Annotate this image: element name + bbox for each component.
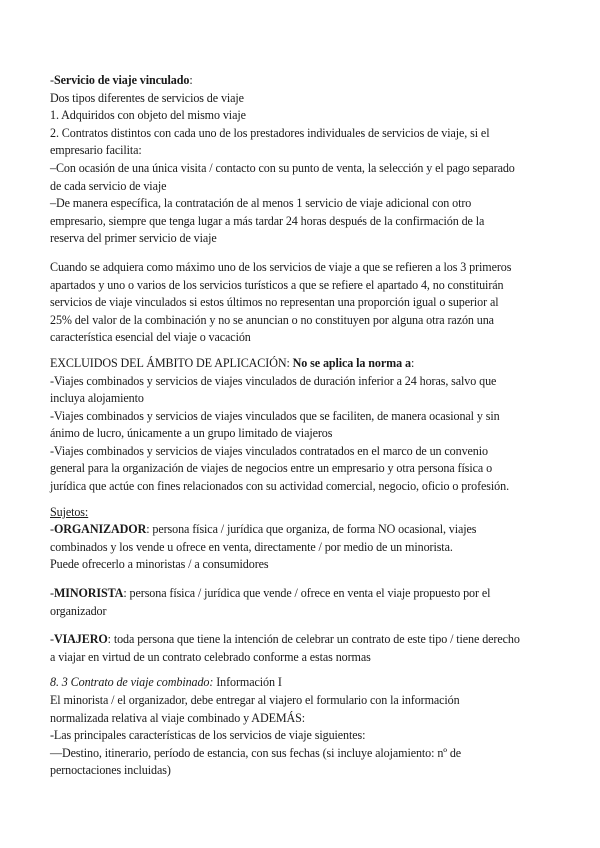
spacer bbox=[50, 347, 556, 355]
text-line: general para la organización de viajes de negocios entre un empresario y otra persona física o bbox=[50, 461, 493, 476]
text-line: 25% del valor de la combinación y no se anuncian o no constituyen por alguna otra razón una bbox=[50, 312, 494, 327]
text-line: pernoctaciones incluidas) bbox=[50, 763, 171, 778]
text-line: -Viajes combinados y servicios de viajes vinculados contratados en el marco de un convenio bbox=[50, 443, 488, 458]
section-contrato bbox=[50, 674, 556, 780]
text-line: –Con ocasión de una única visita / contacto con su punto de venta, la selección y el pago separado bbox=[50, 160, 515, 175]
spacer bbox=[50, 666, 556, 674]
text-line: El minorista / el organizador, debe entregar al viajero el formulario con la información bbox=[50, 693, 460, 707]
text-line: Puede ofrecerlo a minoristas / a consumidores bbox=[50, 557, 269, 572]
text-line: 1. Adquiridos con objeto del mismo viaje bbox=[50, 108, 246, 123]
text-line: apartados y uno o varios de los servicios turísticos a que se refiere el apartado 4, no constituirán bbox=[50, 277, 504, 292]
text-line: empresario, siempre que tenga lugar a más tardar 24 horas después de la confirmación de la bbox=[50, 213, 485, 228]
section-heading: Sujetos: bbox=[50, 504, 89, 519]
text-line: Cuando se adquiera como máximo uno de los servicios de viaje a que se refieren a los 3 primeros bbox=[50, 259, 512, 274]
text-line: —Destino, itinerario, período de estancia, con sus fechas (si incluye alojamiento: nº de bbox=[50, 745, 462, 760]
text-line: combinados y los vende u ofrece en venta, directamente / por medio de un minorista. bbox=[50, 539, 453, 554]
minorista-line: -MINORISTA: persona física / jurídica que vende / ofrece en venta el viaje propuesto por el bbox=[50, 586, 491, 601]
text-line: -Las principales características de los servicios de viaje siguientes: bbox=[50, 728, 366, 743]
title-bold: Servicio de viaje vinculado bbox=[53, 73, 190, 87]
text-line: Dos tipos diferentes de servicios de viaje bbox=[50, 90, 244, 105]
text-line: jurídica que actúe con fines relacionados con su actividad comercial, negocio, oficio o profesión. bbox=[50, 479, 509, 494]
viajero-line: -VIAJERO: toda persona que tiene la intención de celebrar un contrato de este tipo / tiene derecho bbox=[50, 632, 520, 647]
spacer bbox=[50, 248, 556, 259]
text-line: a viajar en virtud de un contrato celebrado conforme a estas normas bbox=[50, 649, 371, 664]
spacer bbox=[50, 620, 556, 631]
text-line: servicios de viaje vinculados si estos últimos no representan una proporción igual o superior al bbox=[50, 295, 499, 310]
section-heading: 8. 3 Contrato de viaje combinado: Información I bbox=[50, 675, 282, 690]
text-line: 2. Contratos distintos con cada uno de los prestadores individuales de servicios de viaje, si el bbox=[50, 125, 490, 140]
text-line: –De manera específica, la contratación de al menos 1 servicio de viaje adicional con otro bbox=[50, 196, 472, 211]
section-excluidos bbox=[50, 355, 556, 496]
text-line: ánimo de lucro, únicamente a un grupo limitado de viajeros bbox=[50, 426, 333, 441]
text-line: incluya alojamiento bbox=[50, 391, 144, 406]
spacer bbox=[50, 496, 556, 504]
section-viaje-vinculado bbox=[50, 72, 556, 248]
text-line: normalizada relativa al viaje combinado y ADEMÁS: bbox=[50, 710, 306, 725]
paragraph-cuando bbox=[50, 259, 556, 347]
section-sujetos bbox=[50, 504, 556, 667]
text-line: característica esencial del viaje o vacación bbox=[50, 330, 251, 345]
organizador-line: -ORGANIZADOR: persona física / jurídica que organiza, de forma NO ocasional, viajes bbox=[50, 522, 477, 537]
text-line: reserva del primer servicio de viaje bbox=[50, 231, 217, 246]
document-page bbox=[50, 72, 556, 780]
section-heading: EXCLUIDOS DEL ÁMBITO DE APLICACIÓN: No se aplica la norma a: bbox=[50, 355, 415, 370]
text-line: empresario facilita: bbox=[50, 143, 142, 158]
text-line: -Viajes combinados y servicios de viajes vinculados de duración inferior a 24 horas, salvo que bbox=[50, 373, 497, 388]
section-title: -Servicio de viaje vinculado: bbox=[50, 73, 193, 87]
spacer bbox=[50, 574, 556, 585]
text-line: organizador bbox=[50, 603, 107, 618]
text-line: -Viajes combinados y servicios de viajes vinculados que se faciliten, de manera ocasional y sin bbox=[50, 408, 500, 423]
text-line: de cada servicio de viaje bbox=[50, 178, 167, 193]
